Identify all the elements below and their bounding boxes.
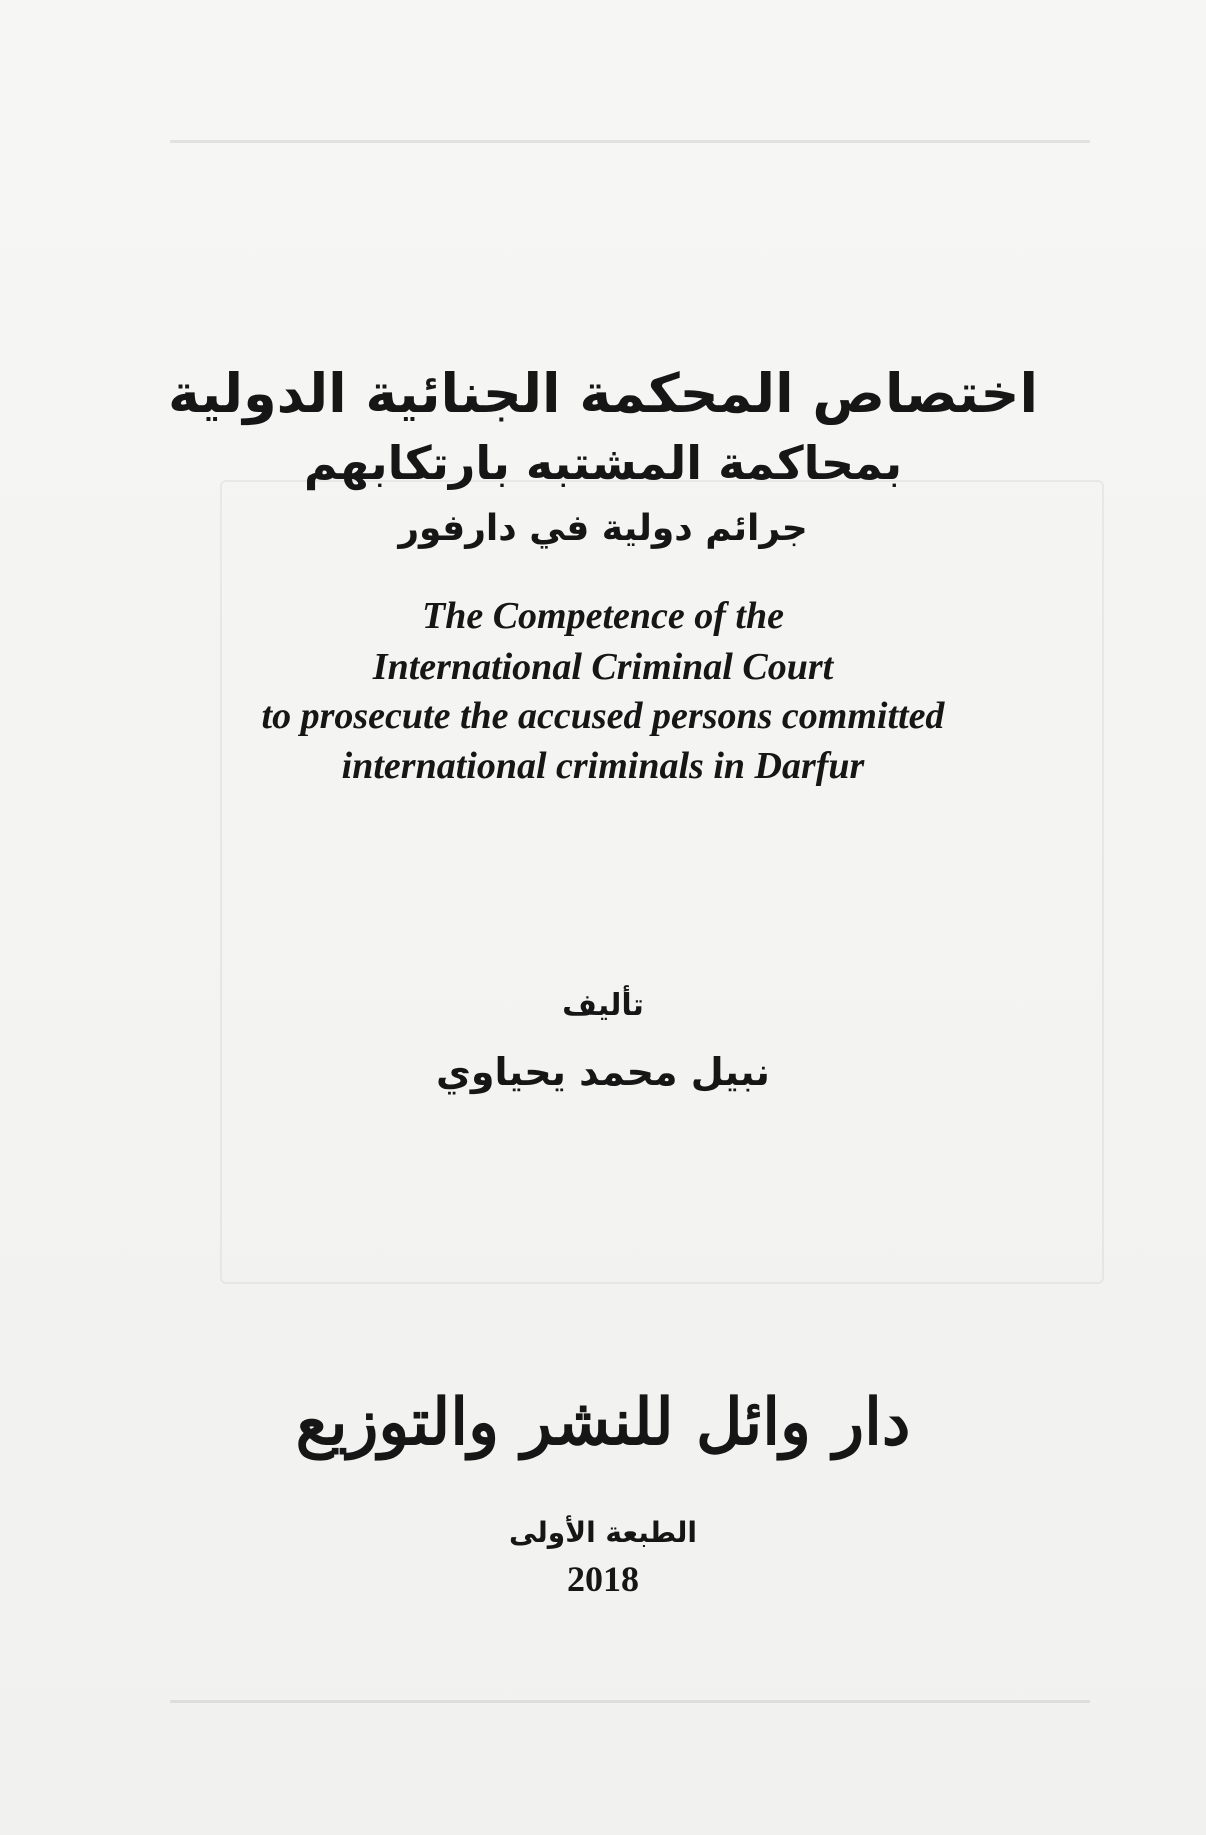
english-title-line-2: International Criminal Court: [372, 646, 834, 688]
english-title-line-4: international criminals in Darfur: [341, 745, 865, 787]
english-title-line-1: The Competence of the: [422, 595, 784, 637]
bleed-through-rule: [170, 1700, 1090, 1703]
authorship-label: تأليف: [562, 988, 644, 1023]
arabic-title-line-2: بمحاكمة المشتبه بارتكابهم: [303, 436, 903, 490]
english-title-line-3: to prosecute the accused persons committed: [261, 695, 945, 737]
publisher-logo: دار وائل للنشر والتوزيع: [295, 1385, 911, 1460]
arabic-title-line-3: جرائم دولية في دارفور: [398, 508, 808, 549]
author-name: نبيل محمد يحياوي: [436, 1050, 770, 1094]
arabic-title-line-1: اختصاص المحكمة الجنائية الدولية: [168, 362, 1038, 425]
edition-label: الطبعة الأولى: [508, 1516, 698, 1549]
bleed-through-rule: [170, 140, 1090, 143]
publication-year: 2018: [567, 1559, 639, 1599]
